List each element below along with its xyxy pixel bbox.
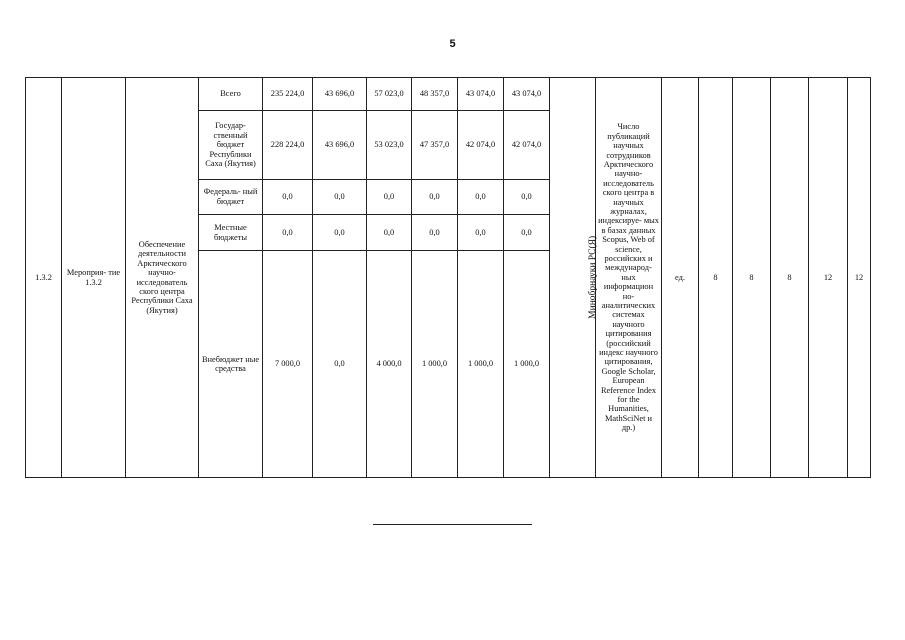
footer-divider: [373, 524, 532, 525]
funding-value: 0,0: [263, 214, 313, 250]
funding-value: 0,0: [458, 214, 504, 250]
funding-value: 0,0: [504, 214, 550, 250]
funding-value: 43 074,0: [458, 78, 504, 111]
funding-value: 0,0: [367, 179, 412, 214]
funding-value: 4 000,0: [367, 251, 412, 478]
funding-value: 1 000,0: [504, 251, 550, 478]
funding-value: 0,0: [367, 214, 412, 250]
funding-value: 42 074,0: [504, 111, 550, 180]
indicator-name: Число публикаций научных сотрудников Арктического научно- исследователь ского центра в научных журналах, индексируе- мых в базах данных Scopus, Web of science, российских и международ- ных информацион но- аналитических системах научного цитирования (российский индекс научного цитирования, Google Scholar, European Reference Index for the Humanities, MathSciNet и др.): [596, 78, 662, 478]
table-row: [26, 78, 871, 111]
funding-source: Государ- ственный бюджет Республики Саха (Якутия): [199, 111, 263, 180]
funding-value: 0,0: [412, 179, 458, 214]
funding-value: 0,0: [313, 214, 367, 250]
funding-value: 43 696,0: [313, 78, 367, 111]
funding-value: 1 000,0: [458, 251, 504, 478]
funding-source: Внебюджет ные средства: [199, 251, 263, 478]
funding-value: 0,0: [504, 179, 550, 214]
funding-value: 0,0: [313, 251, 367, 478]
funding-value: 43 696,0: [313, 111, 367, 180]
funding-value: 7 000,0: [263, 251, 313, 478]
funding-value: 0,0: [458, 179, 504, 214]
funding-value: 228 224,0: [263, 111, 313, 180]
program-table: [25, 77, 871, 478]
funding-value: 42 074,0: [458, 111, 504, 180]
funding-value: 43 074,0: [504, 78, 550, 111]
executor-cell: [550, 78, 599, 478]
executor: Минобрнауки РС(Я): [588, 236, 599, 319]
indicator-value: 8: [771, 78, 809, 478]
indicator-unit: ед.: [662, 78, 699, 478]
funding-value: 0,0: [412, 214, 458, 250]
funding-value: 1 000,0: [412, 251, 458, 478]
activity-name: Мероприя- тие 1.3.2: [62, 78, 126, 478]
indicator-value: 8: [699, 78, 733, 478]
activity-description: Обеспечение деятельности Арктического научно- исследователь ского центра Республики Саха (Якутия): [126, 78, 199, 478]
row-code: 1.3.2: [26, 78, 62, 478]
indicator-value: 12: [809, 78, 848, 478]
page-number: 5: [449, 38, 456, 50]
funding-value: 235 224,0: [263, 78, 313, 111]
indicator-value: 12: [848, 78, 871, 478]
funding-value: 0,0: [263, 179, 313, 214]
funding-value: 48 357,0: [412, 78, 458, 111]
funding-source: Федераль- ный бюджет: [199, 179, 263, 214]
funding-source: Всего: [199, 78, 263, 111]
indicator-value: 8: [733, 78, 771, 478]
funding-source: Местные бюджеты: [199, 214, 263, 250]
funding-value: 0,0: [313, 179, 367, 214]
funding-value: 47 357,0: [412, 111, 458, 180]
funding-value: 57 023,0: [367, 78, 412, 111]
funding-value: 53 023,0: [367, 111, 412, 180]
